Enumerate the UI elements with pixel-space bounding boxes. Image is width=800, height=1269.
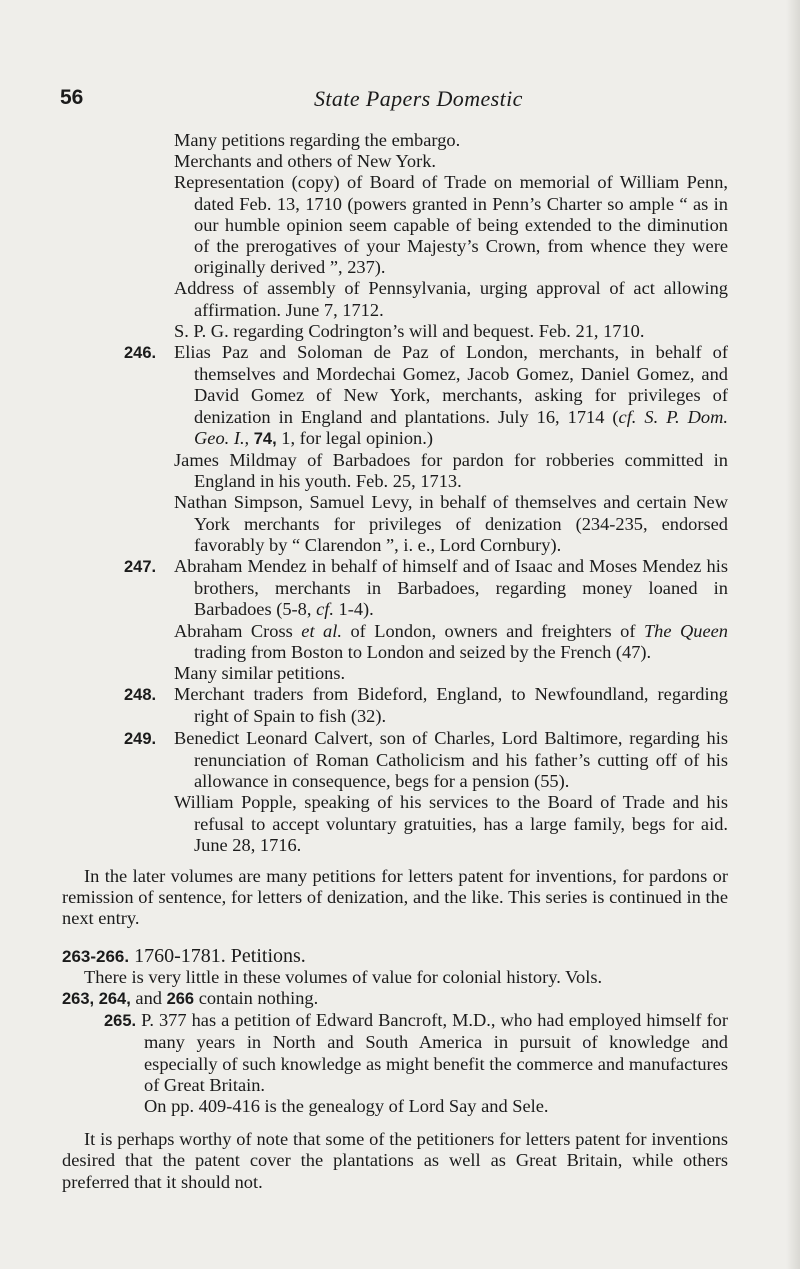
entry-265 bbox=[62, 1010, 728, 1096]
entry-mildmay: James Mildmay of Barbadoes for pardon for robberies committed in England in his youth. Feb. 25, 1713. bbox=[174, 450, 728, 492]
entry-text: P. 377 has a petition of Edward Bancroft, M.D., who had employed himself for many years in North and South America in pursuit of knowledge and especially of such knowledge as might benefit the commerce and manufactures of Great Britain. bbox=[136, 1010, 728, 1095]
entry-text: Benedict Leonard Calvert, son of Charles, Lord Baltimore, regarding his renunciation of Roman Catholicism and his father’s cutting off of his allowance in consequence, begs for a pension (55). bbox=[174, 727, 728, 792]
volume-reference: 74, bbox=[249, 429, 277, 448]
entry-249 bbox=[62, 728, 728, 793]
entry-address-pennsylvania: Address of assembly of Pennsylvania, urging approval of act allowing affirmation. June 7, 1712. bbox=[174, 278, 728, 320]
entry-text: 1, for legal opinion.) bbox=[276, 427, 433, 448]
section-line: There is very little in these volumes of value for colonial history. Vols. bbox=[84, 966, 603, 987]
entry-embargo: Many petitions regarding the embargo. bbox=[174, 130, 461, 150]
page-edge-shadow bbox=[786, 0, 800, 1269]
entry-popple: William Popple, speaking of his services to the Board of Trade and his refusal to accept voluntary gratuities, has a large family, begs for aid. June 28, 1716. bbox=[174, 792, 728, 855]
paragraph-later-volumes: In the later volumes are many petitions for letters patent for inventions, for pardons or remission of sentence, for letters of denization, and the like. This series is continued in the next entry. bbox=[62, 865, 728, 929]
entry-spg-codrington: S. P. G. regarding Codrington’s will and bequest. Feb. 21, 1710. bbox=[174, 320, 645, 341]
entry-text: Merchant traders from Bideford, England, to Newfoundland, regarding right of Spain to fish (32). bbox=[174, 684, 728, 727]
entry-text-italic: cf. bbox=[316, 599, 334, 620]
ship-name: The Queen bbox=[643, 620, 729, 641]
entry-text: 1-4). bbox=[333, 599, 374, 620]
entry-text-italic: et al. bbox=[301, 620, 342, 641]
entry-text: Elias Paz and Soloman de Paz of London, merchants, in behalf of themselves and Mordechai Gomez, Jacob Gomez, Daniel Gomez, and David Gomez of New York, merchants, asking for privileges of denization in England and plantations. July 16, 1714 ( bbox=[174, 342, 728, 427]
entry-merchants-new-york: Merchants and others of New York. bbox=[174, 151, 437, 172]
page-body bbox=[62, 130, 728, 1193]
section-line bbox=[62, 988, 728, 1010]
entry-abraham-cross bbox=[62, 621, 728, 663]
section-number: 263-266. bbox=[62, 946, 130, 966]
volume-number: 265. bbox=[104, 1012, 137, 1031]
volume-number: 247. bbox=[124, 558, 157, 577]
entry-text: of London, owners and freighters of bbox=[341, 620, 644, 641]
volume-number: 246. bbox=[124, 344, 157, 363]
entry-text: Abraham Mendez in behalf of himself and of Isaac and Moses Mendez his brothers, merchants in Barbadoes, regarding money loaned in Barbadoes (5-8, bbox=[174, 556, 728, 620]
section-title: 1760-1781. Petitions. bbox=[129, 944, 306, 967]
section-text: contain nothing. bbox=[194, 987, 319, 1008]
entry-246 bbox=[62, 342, 728, 450]
section-heading bbox=[62, 946, 728, 967]
volume-numbers: 263, 264, bbox=[62, 989, 131, 1008]
entry-reference: S. P. Dom. Geo. I., bbox=[194, 406, 728, 448]
entry-text: Abraham Cross bbox=[174, 620, 302, 641]
page-header bbox=[60, 86, 720, 116]
running-title: State Papers Domestic bbox=[314, 86, 523, 111]
paragraph-patents-note: It is perhaps worthy of note that some of the petitioners for letters patent for inventions desired that the patent cover the plantations as well as Great Britain, while others preferred that it should not. bbox=[62, 1129, 728, 1192]
volume-number: 248. bbox=[124, 686, 157, 705]
section-text: and bbox=[130, 987, 167, 1008]
entry-248 bbox=[62, 684, 728, 727]
volume-number: 266 bbox=[166, 989, 195, 1008]
entry-247 bbox=[62, 556, 728, 621]
entry-genealogy: On pp. 409-416 is the genealogy of Lord Say and Sele. bbox=[144, 1095, 549, 1116]
entry-similar-petitions: Many similar petitions. bbox=[174, 663, 346, 684]
volume-number: 249. bbox=[124, 729, 157, 748]
page-number: 56 bbox=[60, 86, 84, 109]
entry-representation-penn: Representation (copy) of Board of Trade on memorial of William Penn, dated Feb. 13, 1710 (powers granted in Penn’s Charter so ample “ as in our humble opinion seem capable of being extended to the diminution of the prerogatives of your Majesty’s Crown, from whence they were originally derived ”, 237). bbox=[174, 172, 728, 278]
entry-simpson-levy: Nathan Simpson, Samuel Levy, in behalf of themselves and certain New York merchants for privileges of denization (234-235, endorsed favorably by “ Clarendon ”, i. e., Lord Cornbury). bbox=[174, 492, 728, 555]
entry-text-italic: cf. bbox=[618, 406, 637, 427]
entry-text: trading from Boston to London and seized by the French (47). bbox=[194, 641, 652, 662]
